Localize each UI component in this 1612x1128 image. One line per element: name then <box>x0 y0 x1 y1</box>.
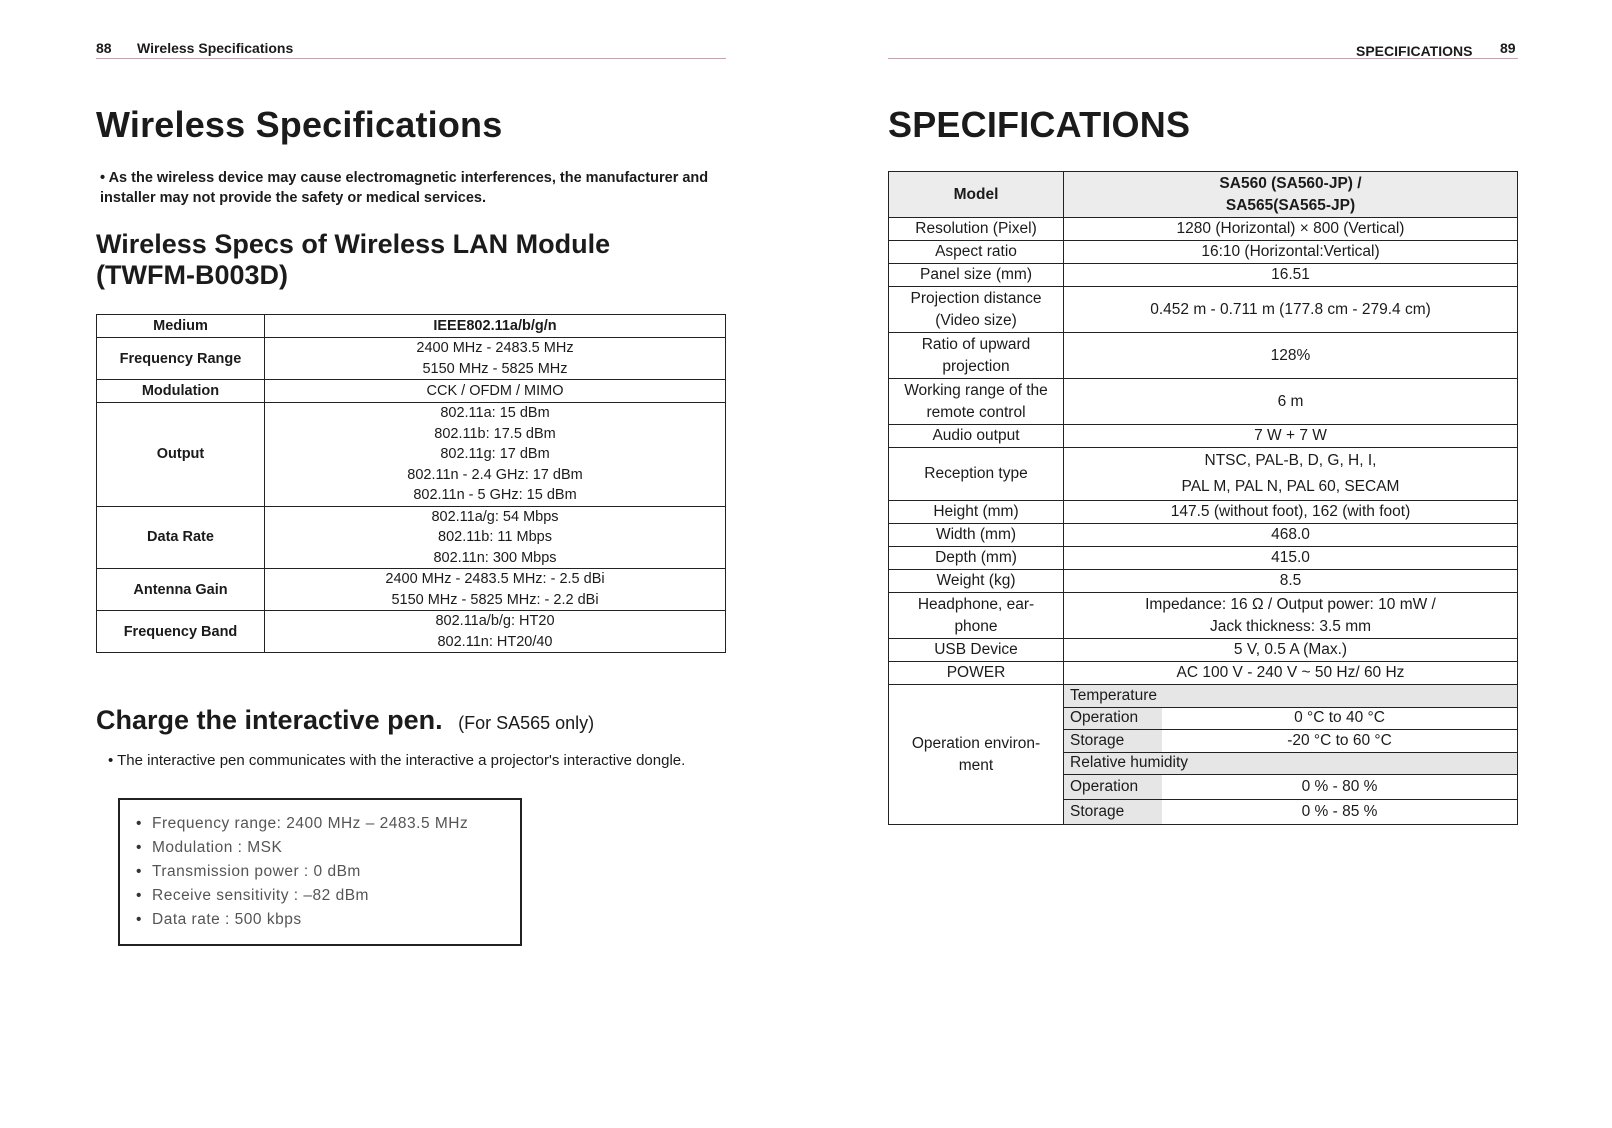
module-heading-line1: Wireless Specs of Wireless LAN Module <box>96 229 611 259</box>
value-line: 5150 MHz - 5825 MHz <box>422 360 568 377</box>
wireless-note: • As the wireless device may cause electromagnetic interferences, the manufacturer and installer may not provide the safety or medical services. <box>100 170 709 206</box>
left-page-number: 88 <box>96 40 112 56</box>
row-label <box>889 593 1064 639</box>
value-line: 802.11g: 17 dBm <box>440 446 550 462</box>
table-row <box>889 264 1518 287</box>
value-line: Impedance: 16 Ω / Output power: 10 mW / <box>1145 595 1436 613</box>
table-row <box>889 547 1518 570</box>
label-line: Ratio of upward <box>921 335 1031 353</box>
row-value <box>1064 448 1518 501</box>
label-line: Headphone, ear- <box>917 595 1035 613</box>
value-line: 802.11b: 11 Mbps <box>438 529 552 545</box>
row-value: AC 100 V - 240 V ~ 50 Hz/ 60 Hz <box>1064 662 1518 685</box>
row-value <box>265 403 726 507</box>
table-row <box>889 448 1518 501</box>
table-row <box>889 685 1518 825</box>
row-value <box>1064 172 1518 218</box>
label-line: remote control <box>926 403 1026 421</box>
row-value: 7 W + 7 W <box>1064 425 1518 448</box>
row-value: 6 m <box>1064 379 1518 425</box>
value-line: SA560 (SA560-JP) / <box>1219 174 1362 192</box>
row-label: Audio output <box>889 425 1064 448</box>
table-row <box>889 287 1518 333</box>
row-label: Antenna Gain <box>97 569 265 611</box>
row-value <box>1064 593 1518 639</box>
table-row <box>889 379 1518 425</box>
table-row <box>889 425 1518 448</box>
table-row <box>97 315 726 338</box>
row-value: 415.0 <box>1064 547 1518 570</box>
row-value <box>265 611 726 653</box>
pen-heading-title: Charge the interactive pen. <box>96 705 443 735</box>
list-item: • Data rate : 500 kbps <box>136 908 520 932</box>
label-line: projection <box>942 357 1010 375</box>
row-value: 5 V, 0.5 A (Max.) <box>1064 639 1518 662</box>
row-label: Panel size (mm) <box>889 264 1064 287</box>
module-heading <box>96 229 610 291</box>
right-page-number: 89 <box>1500 40 1516 56</box>
pen-heading <box>96 705 594 739</box>
row-label: Modulation <box>97 380 265 403</box>
table-row <box>889 593 1518 639</box>
row-label: Frequency Band <box>97 611 265 653</box>
table-row <box>1064 685 1517 707</box>
env-value: -20 °C to 60 °C <box>1162 730 1517 753</box>
value-line: NTSC, PAL-B, D, G, H, I, <box>1204 452 1377 469</box>
row-label <box>889 379 1064 425</box>
label-line: Working range of the <box>904 381 1048 399</box>
value-line: PAL M, PAL N, PAL 60, SECAM <box>1181 478 1400 495</box>
table-row <box>889 524 1518 547</box>
value-line: SA565(SA565-JP) <box>1225 196 1356 214</box>
row-label: Model <box>889 172 1064 218</box>
list-item: • Frequency range: 2400 MHz – 2483.5 MHz <box>136 812 520 836</box>
value-line: 2400 MHz - 2483.5 MHz <box>416 340 574 356</box>
row-value <box>265 506 726 569</box>
row-value: 16.51 <box>1064 264 1518 287</box>
table-row <box>97 380 726 403</box>
row-label: USB Device <box>889 639 1064 662</box>
row-value: 0.452 m - 0.711 m (177.8 cm - 279.4 cm) <box>1064 287 1518 333</box>
value-line: 5150 MHz - 5825 MHz: - 2.2 dBi <box>391 591 599 608</box>
row-value: 147.5 (without foot), 162 (with foot) <box>1064 501 1518 524</box>
env-label: Storage <box>1064 800 1162 825</box>
value-line: 802.11n - 2.4 GHz: 17 dBm <box>407 466 583 483</box>
row-value: IEEE802.11a/b/g/n <box>265 315 726 338</box>
row-value: 468.0 <box>1064 524 1518 547</box>
table-row <box>1064 707 1517 730</box>
env-label: Operation <box>1064 707 1162 730</box>
pen-note: • The interactive pen communicates with the interactive a projector's interactive dongle. <box>108 752 686 769</box>
row-value: 1280 (Horizontal) × 800 (Vertical) <box>1064 218 1518 241</box>
label-line: ment <box>958 756 994 774</box>
row-value <box>265 338 726 380</box>
table-row <box>97 506 726 569</box>
value-line: 802.11b: 17.5 dBm <box>434 425 556 442</box>
row-label <box>889 287 1064 333</box>
table-row <box>889 241 1518 264</box>
module-heading-line2: (TWFM-B003D) <box>96 260 288 290</box>
pen-heading-note: (For SA565 only) <box>458 713 595 733</box>
row-value: 128% <box>1064 333 1518 379</box>
row-value: 8.5 <box>1064 570 1518 593</box>
page-title-wireless: Wireless Specifications <box>96 104 503 145</box>
table-row <box>1064 800 1517 825</box>
value-line: 802.11a: 15 dBm <box>440 405 550 421</box>
row-label <box>889 333 1064 379</box>
value-line: Jack thickness: 3.5 mm <box>1209 617 1372 635</box>
row-label: Medium <box>97 315 265 338</box>
row-label: Data Rate <box>97 506 265 569</box>
row-label: Width (mm) <box>889 524 1064 547</box>
list-item: • Transmission power : 0 dBm <box>136 860 520 884</box>
specification-table <box>888 171 1518 825</box>
label-line: phone <box>954 617 998 635</box>
table-row <box>889 570 1518 593</box>
label-line: (Video size) <box>935 311 1017 329</box>
table-row <box>97 611 726 653</box>
env-group-label: Relative humidity <box>1064 752 1517 775</box>
row-label: Reception type <box>889 448 1064 501</box>
wireless-spec-table <box>96 314 726 653</box>
row-label: Frequency Range <box>97 338 265 380</box>
table-row <box>889 333 1518 379</box>
table-row <box>889 662 1518 685</box>
env-label: Storage <box>1064 730 1162 753</box>
row-label: Weight (kg) <box>889 570 1064 593</box>
value-line: 802.11n - 5 GHz: 15 dBm <box>413 487 577 503</box>
row-label: Resolution (Pixel) <box>889 218 1064 241</box>
table-row <box>1064 730 1517 753</box>
table-row <box>889 218 1518 241</box>
right-running-header: SPECIFICATIONS <box>1356 43 1473 59</box>
value-line: 802.11n: HT20/40 <box>437 633 553 650</box>
env-group-label: Temperature <box>1064 685 1517 707</box>
row-label: Aspect ratio <box>889 241 1064 264</box>
table-row <box>1064 752 1517 775</box>
table-row <box>97 569 726 611</box>
row-label: POWER <box>889 662 1064 685</box>
table-row <box>97 338 726 380</box>
env-label: Operation <box>1064 775 1162 800</box>
row-label <box>889 685 1064 825</box>
row-value: 16:10 (Horizontal:Vertical) <box>1064 241 1518 264</box>
env-value: 0 °C to 40 °C <box>1162 707 1517 730</box>
value-line: 802.11n: 300 Mbps <box>433 549 557 566</box>
row-value: CCK / OFDM / MIMO <box>265 380 726 403</box>
env-value: 0 % - 85 % <box>1162 800 1517 825</box>
row-label: Output <box>97 403 265 507</box>
page-title-specifications: SPECIFICATIONS <box>888 104 1191 145</box>
left-header-rule <box>96 58 726 59</box>
label-line: Projection distance <box>910 289 1042 307</box>
table-row <box>889 172 1518 218</box>
row-label: Height (mm) <box>889 501 1064 524</box>
label-line: Operation environ- <box>911 734 1041 752</box>
env-value: 0 % - 80 % <box>1162 775 1517 800</box>
list-item: • Modulation : MSK <box>136 836 520 860</box>
value-line: 802.11a/b/g: HT20 <box>435 613 555 629</box>
row-label: Depth (mm) <box>889 547 1064 570</box>
table-row <box>889 501 1518 524</box>
value-line: 2400 MHz - 2483.5 MHz: - 2.5 dBi <box>385 571 605 587</box>
row-value <box>265 569 726 611</box>
table-row <box>889 639 1518 662</box>
table-row <box>97 403 726 507</box>
environment-cell <box>1064 685 1518 825</box>
environment-subtable <box>1064 685 1517 824</box>
value-line: 802.11a/g: 54 Mbps <box>431 508 559 525</box>
table-row <box>1064 775 1517 800</box>
list-item: • Receive sensitivity : –82 dBm <box>136 884 520 908</box>
pen-spec-box <box>118 798 522 946</box>
left-running-header: Wireless Specifications <box>137 40 294 56</box>
